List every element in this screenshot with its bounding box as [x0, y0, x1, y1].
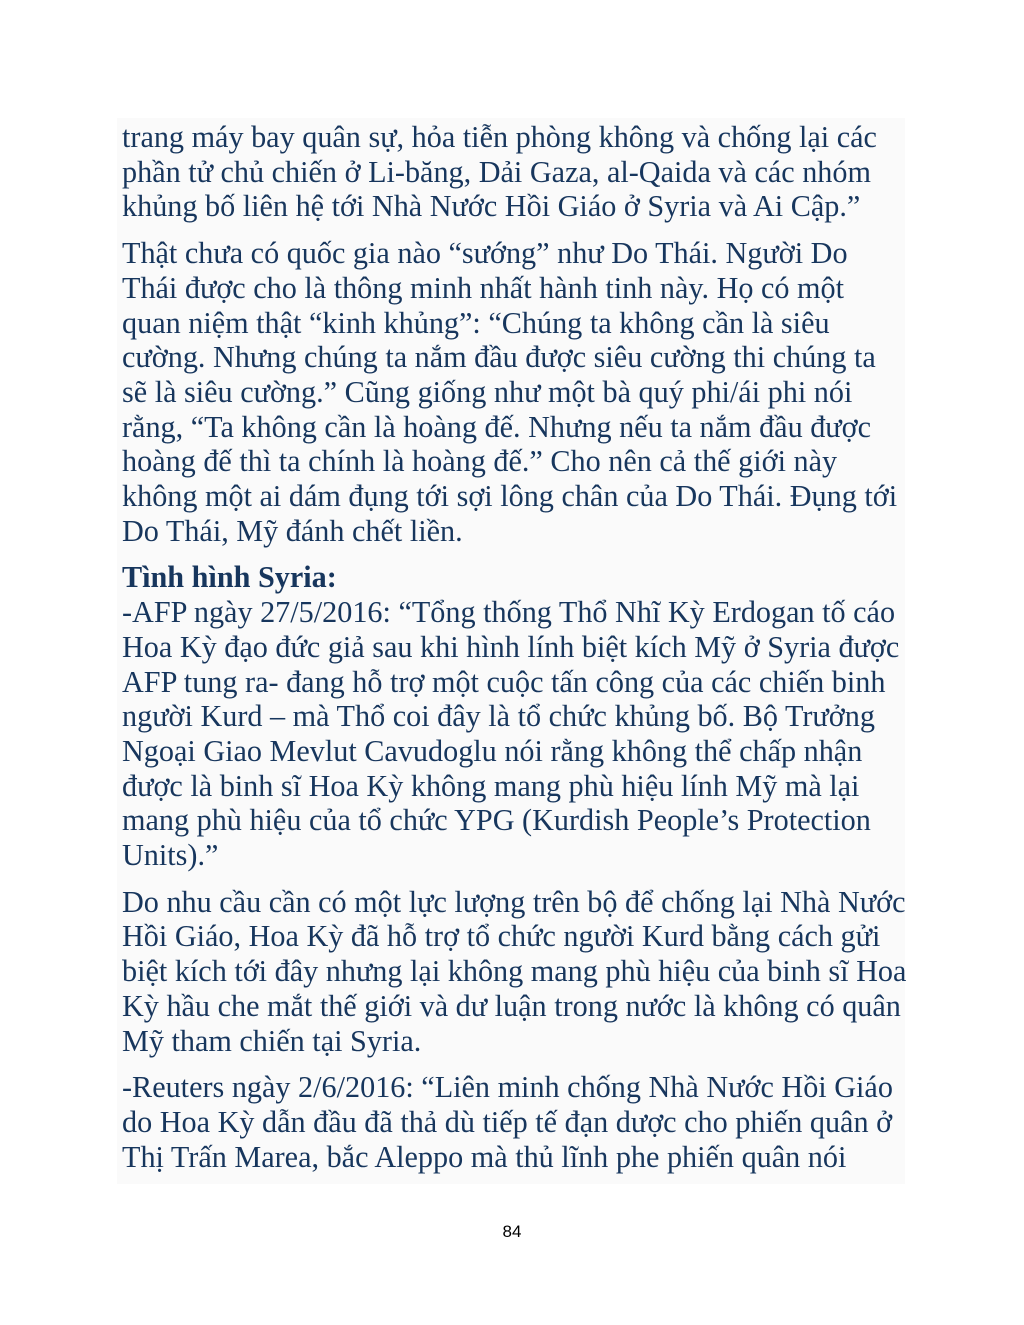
paragraph-5: [122, 1070, 912, 1174]
text-line: -Reuters ngày 2/6/2016: “Liên minh chống Nhà Nước Hồi Giáo: [122, 1070, 893, 1105]
paragraph-1: [122, 120, 912, 224]
text-line: AFP tung ra- đang hỗ trợ một cuộc tấn công của các chiến binh: [122, 664, 886, 699]
text-line: Hoa Kỳ đạo đức giả sau khi hình lính biệt kích Mỹ ở Syria được: [122, 629, 900, 664]
document-body: [122, 120, 912, 1186]
text-line: sẽ là siêu cường.” Cũng giống như một bà quý phi/ái phi nói: [122, 374, 853, 409]
text-line: cường. Nhưng chúng ta nắm đầu được siêu cường thi chúng ta: [122, 340, 876, 375]
text-line: Do nhu cầu cần có một lực lượng trên bộ để chống lại Nhà Nước: [122, 884, 906, 919]
text-line: Thị Trấn Marea, bắc Aleppo mà thủ lĩnh phe phiến quân nói: [122, 1139, 847, 1174]
text-line: Kỳ hầu che mắt thế giới và dư luận trong nước là không có quân: [122, 988, 901, 1023]
text-line: người Kurd – mà Thổ coi đây là tổ chức khủng bố. Bộ Trưởng: [122, 699, 875, 734]
text-line: do Hoa Kỳ dẫn đầu đã thả dù tiếp tế đạn dược cho phiến quân ở: [122, 1104, 893, 1139]
text-line: hoàng đế thì ta chính là hoàng đế.” Cho nên cả thế giới này: [122, 444, 838, 479]
text-line: khủng bố liên hệ tới Nhà Nước Hồi Giáo ở Syria và Ai Cập.”: [122, 189, 861, 224]
section-heading: Tình hình Syria:: [122, 560, 337, 595]
text-line: Ngoại Giao Mevlut Cavudoglu nói rằng không thể chấp nhận: [122, 733, 863, 768]
text-line: Mỹ tham chiến tại Syria.: [122, 1023, 422, 1058]
text-line: mang phù hiệu của tổ chức YPG (Kurdish People’s Protection: [122, 803, 871, 838]
text-line: Thái được cho là thông minh nhất hành tinh này. Họ có một: [122, 270, 845, 305]
text-line: trang máy bay quân sự, hỏa tiễn phòng không và chống lại các: [122, 120, 877, 154]
paragraph-3: [122, 560, 912, 872]
text-line: phần tử chủ chiến ở Li-băng, Dải Gaza, al-Qaida và các nhóm: [122, 154, 871, 189]
text-line: -AFP ngày 27/5/2016: “Tổng thống Thổ Nhĩ Kỳ Erdogan tố cáo: [122, 595, 896, 630]
paragraph-4: [122, 885, 912, 1059]
text-line: Do Thái, Mỹ đánh chết liền.: [122, 513, 463, 548]
text-line: được là binh sĩ Hoa Kỳ không mang phù hiệu lính Mỹ mà lại: [122, 768, 860, 803]
page-number: 84: [502, 1222, 522, 1241]
text-line: không một ai dám đụng tới sợi lông chân của Do Thái. Đụng tới: [122, 479, 898, 514]
paragraph-2: [122, 236, 912, 548]
text-line: Units).”: [122, 838, 219, 873]
text-line: biệt kích tới đây nhưng lại không mang phù hiệu của binh sĩ Hoa: [122, 954, 907, 989]
text-line: rằng, “Ta không cần là hoàng đế. Nhưng nếu ta nắm đầu được: [122, 409, 872, 444]
text-line: Thật chưa có quốc gia nào “sướng” như Do Thái. Người Do: [122, 236, 848, 271]
text-line: Hồi Giáo, Hoa Kỳ đã hỗ trợ tổ chức người Kurd bằng cách gửi: [122, 919, 881, 954]
text-line: quan niệm thật “kinh khủng”: “Chúng ta không cần là siêu: [122, 305, 830, 340]
